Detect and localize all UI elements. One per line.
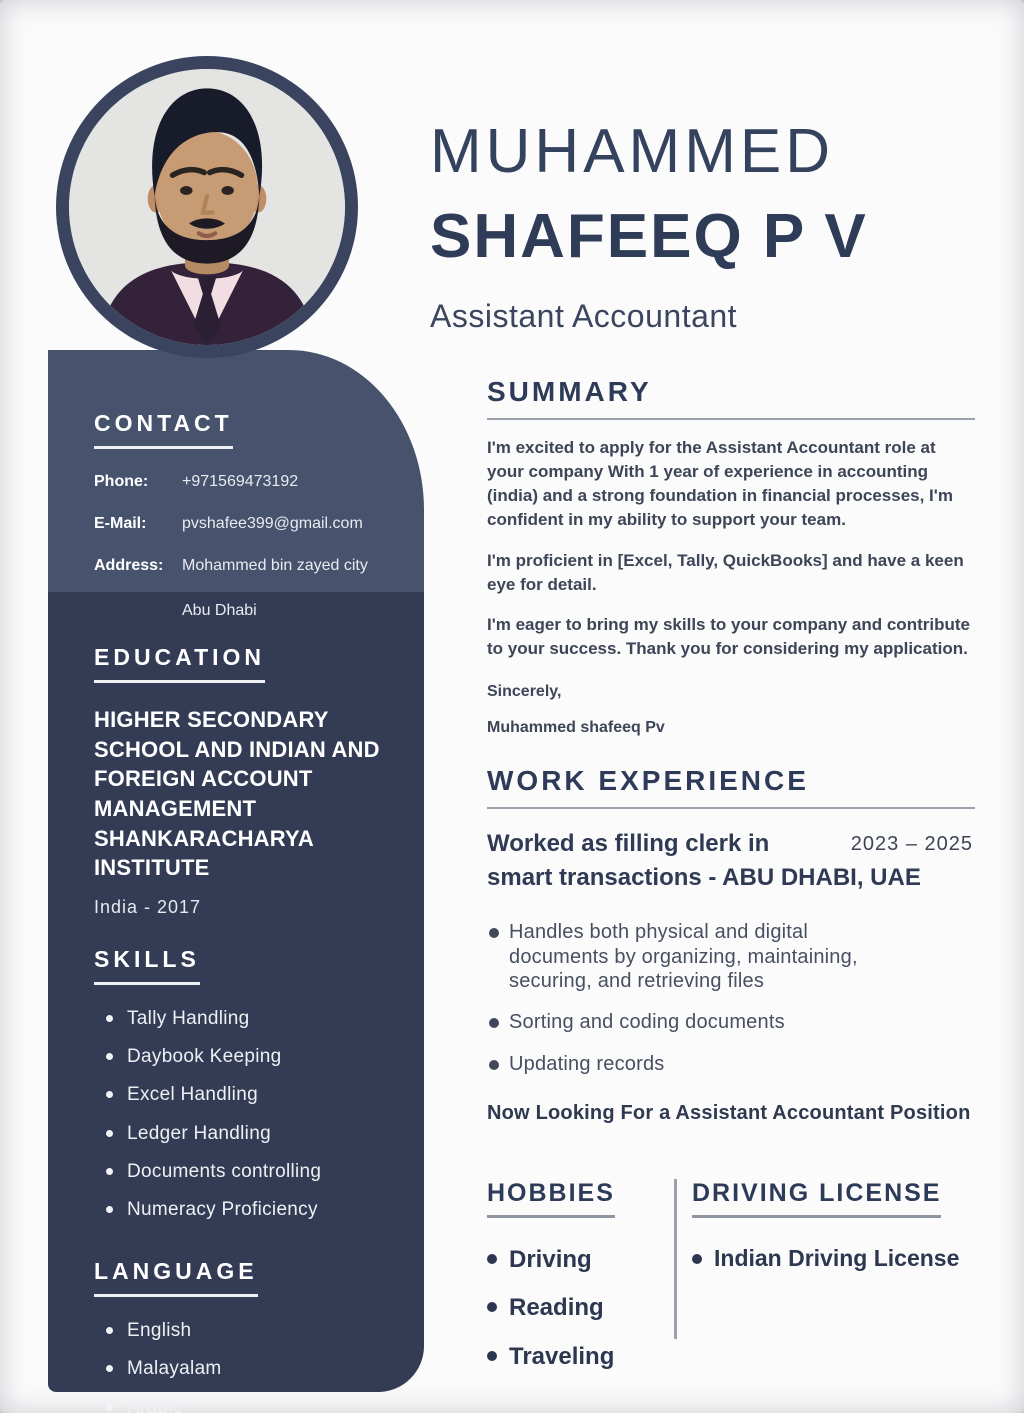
sidebar: [48, 592, 424, 1413]
contact-section: [48, 350, 424, 592]
hobby-item: [487, 1292, 659, 1323]
license-label: Indian Driving License: [714, 1245, 960, 1272]
bullet-icon: [489, 1060, 499, 1070]
skill-label: Excel Handling: [127, 1084, 258, 1106]
bullet-icon: [487, 1302, 497, 1312]
language-item: [94, 1396, 402, 1413]
hobby-label: Traveling: [509, 1342, 615, 1370]
vertical-divider: [674, 1179, 677, 1339]
experience-bullet: [487, 1010, 907, 1034]
address-value: Mohammed bin zayed city: [182, 557, 368, 574]
contact-row-phone: [94, 473, 406, 491]
hobbies-list: [487, 1244, 659, 1372]
bullet-icon: [106, 1015, 113, 1022]
summary-paragraph: I'm eager to bring my skills to your company and contribute to your success. Thank you for considering my application.: [487, 614, 970, 658]
job-dates: 2023 – 2025: [850, 833, 973, 855]
skills-list: [94, 1007, 402, 1221]
bullet-icon: [692, 1254, 702, 1264]
skill-label: Tally Handling: [127, 1008, 250, 1030]
skills-heading: SKILLS: [94, 946, 200, 985]
work-experience-heading: WORK EXPERIENCE: [487, 765, 809, 796]
hobby-item: [487, 1244, 659, 1275]
skill-item: [94, 1122, 402, 1145]
bullet-icon: [487, 1351, 497, 1361]
language-label: Malayalam: [127, 1358, 222, 1380]
main-content: [487, 376, 975, 1389]
language-list: [94, 1319, 402, 1413]
job-title-line2: smart transactions - ABU DHABI, UAE: [487, 863, 921, 891]
work-experience-rule: [487, 807, 975, 809]
email-label: E-Mail:: [94, 515, 147, 532]
profile-photo-illustration: [69, 69, 345, 345]
experience-bullet: [487, 1052, 907, 1076]
contact-row-email: [94, 515, 406, 533]
address-label: Address:: [94, 557, 164, 574]
signoff: Sincerely,: [487, 683, 562, 700]
bullet-icon: [106, 1365, 113, 1372]
bullet-icon: [106, 1206, 113, 1213]
address-line2: Abu Dhabi: [182, 602, 257, 619]
bullet-icon: [106, 1168, 113, 1175]
skill-label: Numeracy Proficiency: [127, 1198, 318, 1220]
education-year: India - 2017: [94, 897, 202, 918]
hobby-label: Reading: [509, 1294, 604, 1322]
skill-label: Documents controlling: [127, 1160, 322, 1182]
skill-label: Daybook Keeping: [127, 1046, 282, 1068]
skill-item: [94, 1045, 402, 1068]
contact-heading: CONTACT: [94, 410, 233, 449]
bullet-icon: [487, 1254, 497, 1264]
summary-paragraph: I'm excited to apply for the Assistant Accountant role at your company With 1 year of experience in accounting (india) and a strong foundation in financial processes, I'm confident in my ability to support your team.: [487, 438, 953, 530]
hobbies-heading: HOBBIES: [487, 1179, 615, 1218]
first-name: MUHAMMED: [430, 117, 834, 186]
profile-photo: [69, 69, 345, 345]
skill-item: [94, 1160, 402, 1183]
summary-rule: [487, 418, 975, 420]
job-header: [487, 827, 975, 894]
skill-item: [94, 1083, 402, 1106]
license-column: [692, 1179, 975, 1389]
profile-photo-ring: [56, 56, 358, 358]
job-role: Assistant Accountant: [430, 298, 738, 334]
bullet-icon: [106, 1053, 113, 1060]
education-heading: EDUCATION: [94, 644, 265, 683]
hobbies-column: [487, 1179, 659, 1389]
last-name: SHAFEEQ P V: [430, 202, 868, 271]
hobby-item: [487, 1341, 659, 1372]
job-title-line1: Worked as filling clerk in: [487, 830, 770, 857]
hobbies-license-section: [487, 1179, 975, 1389]
language-label: English: [127, 1320, 192, 1342]
hobby-label: Driving: [509, 1246, 592, 1274]
bullet-icon: [489, 1018, 499, 1028]
language-item: [94, 1357, 402, 1380]
name-block: [430, 116, 868, 335]
bullet-icon: [106, 1091, 113, 1098]
driving-license-heading: DRIVING LICENSE: [692, 1179, 941, 1218]
skill-label: Ledger Handling: [127, 1122, 271, 1144]
phone-value: +971569473192: [182, 473, 299, 490]
bullet-icon: [106, 1404, 113, 1411]
phone-label: Phone:: [94, 473, 149, 490]
bullet-icon: [489, 928, 499, 938]
bullet-icon: [106, 1327, 113, 1334]
experience-bullet: [487, 920, 907, 993]
experience-bullet-text: Sorting and coding documents: [509, 1011, 785, 1034]
education-school: HIGHER SECONDARY SCHOOL AND INDIAN AND FOREIGN ACCOUNT MANAGEMENT SHANKARACHARYA INSTITUTE: [94, 707, 380, 881]
contact-row-address: [94, 557, 406, 575]
skill-item: [94, 1007, 402, 1030]
position-seeking-statement: Now Looking For a Assistant Accountant Position: [487, 1102, 971, 1125]
skill-item: [94, 1198, 402, 1221]
summary-heading: SUMMARY: [487, 376, 652, 407]
license-list: [692, 1244, 975, 1274]
experience-bullet-text: Updating records: [509, 1052, 665, 1075]
email-value: pvshafee399@gmail.com: [182, 515, 363, 532]
language-heading: LANGUAGE: [94, 1258, 258, 1297]
experience-bullet-text: Handles both physical and digital documents by organizing, maintaining, securing, and retrieving files: [509, 921, 858, 992]
bullet-icon: [106, 1130, 113, 1137]
contact-rows: [94, 473, 406, 575]
experience-bullets: [487, 920, 907, 1076]
language-label: Arabic: [127, 1396, 183, 1413]
language-item: [94, 1319, 402, 1342]
license-item: [692, 1244, 975, 1274]
summary-paragraph: I'm proficient in [Excel, Tally, QuickBooks] and have a keen eye for detail.: [487, 550, 964, 594]
signature: Muhammed shafeeq Pv: [487, 719, 665, 736]
